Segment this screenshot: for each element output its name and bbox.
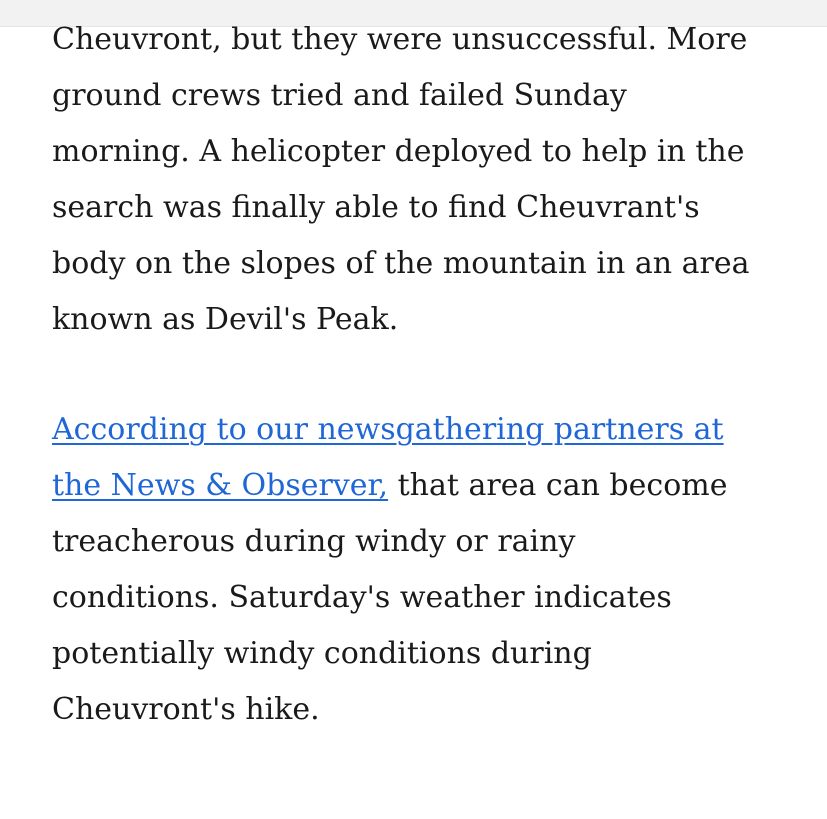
paragraph-2-after-link-text: that area can become (388, 468, 728, 503)
news-observer-link-part-1[interactable]: According to our newsgathering partners at (52, 412, 724, 447)
paragraph-1-line-6: known as Devil's Peak. (52, 302, 399, 337)
paragraph-1-line-5: body on the slopes of the mountain in an area (52, 246, 750, 281)
paragraph-2-line-2 (52, 458, 792, 514)
article-paragraph-1 (52, 12, 792, 348)
article-body (52, 12, 792, 738)
paragraph-2-line-4: conditions. Saturday's weather indicates (52, 580, 672, 615)
paragraph-2-line-5: potentially windy conditions during (52, 636, 592, 671)
article-paragraph-2 (52, 402, 792, 738)
paragraph-2-line-1 (52, 402, 792, 458)
paragraph-1-line-4: search was finally able to find Cheuvrant's (52, 190, 700, 225)
paragraph-2-line-6: Cheuvront's hike. (52, 692, 320, 727)
paragraph-1-line-3: morning. A helicopter deployed to help in the (52, 134, 745, 169)
paragraph-1-line-2: ground crews tried and failed Sunday (52, 78, 627, 113)
news-observer-link-part-2[interactable]: the News & Observer, (52, 468, 389, 503)
paragraph-2-line-3: treacherous during windy or rainy (52, 524, 576, 559)
paragraph-1-line-1: Cheuvront, but they were unsuccessful. More (52, 22, 748, 57)
